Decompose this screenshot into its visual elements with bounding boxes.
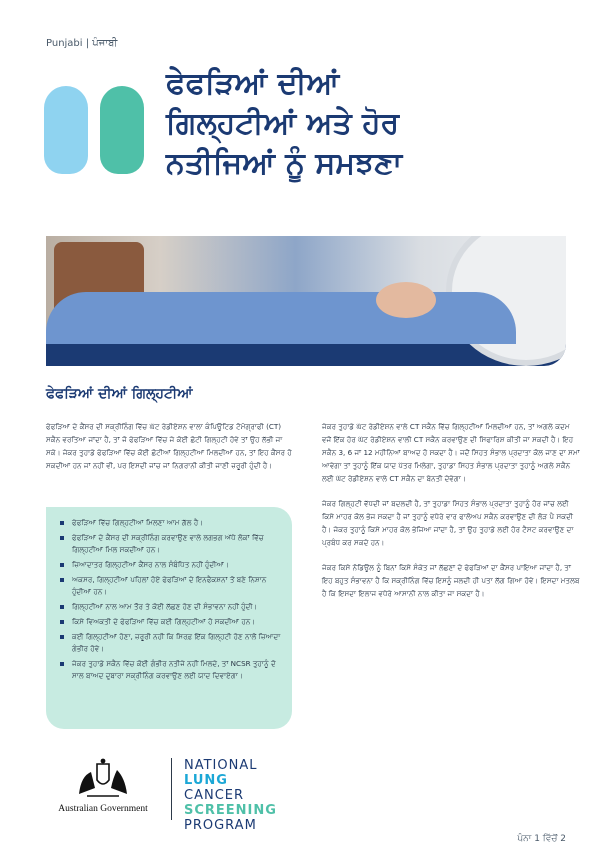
right-column [322,420,580,612]
key-facts-panel [46,507,292,729]
program-logo [184,758,277,833]
right-lung-icon [100,86,144,174]
paragraph-early-detection: ਜੇਕਰ ਕਿਸੇ ਨੋਡਿਊਲ ਨੂੰ ਬਿਨਾਂ ਕਿਸੇ ਸੰਕੇਤ ਜਾਂ ਲੱਛਣਾਂ ਦੇ ਫੇਫੜਿਆਂ ਦਾ ਕੈਂਸਰ ਪਾਇਆ ਜਾਂਦਾ ਹੈ, ਤਾਂ ਇਹ ਬਹੁਤ ਸੰਭਾਵਨਾ ਹੈ ਕਿ ਸਕ੍ਰੀਨਿੰਗ ਵਿੱਚ ਇਸਨੂੰ ਜਲਦੀ ਹੀ ਪਤਾ ਲੱਗ ਗਿਆ ਹੋਵੇ। ਇਸਦਾ ਮਤਲਬ ਹੈ ਕਿ ਇਸਦਾ ਇਲਾਜ ਵਧੇਰੇ ਆਸਾਨੀ ਨਾਲ ਕੀਤਾ ਜਾ ਸਕਦਾ ਹੈ। [322,563,580,598]
list-item: ਕਿਸੇ ਵਿਅਕਤੀ ਦੇ ਫੇਫੜਿਆਂ ਵਿੱਚ ਕਈ ਗਿਲ੍ਹਟੀਆਂ ਹੋ ਸਕਦੀਆਂ ਹਨ। [60,616,282,628]
list-item: ਜੇਕਰ ਤੁਹਾਡੇ ਸਕੈਨ ਵਿੱਚ ਕੋਈ ਗੰਭੀਰ ਨਤੀਜੇ ਨਹੀਂ ਮਿਲਦੇ, ਤਾਂ NCSR ਤੁਹਾਨੂੰ ਦੋ ਸਾਲ ਬਾਅਦ ਦੁਬਾਰਾ ਸਕ੍ਰੀਨਿੰਗ ਕਰਵਾਉਣ ਲਈ ਯਾਦ ਦਿਵਾਏਗਾ। [60,658,282,682]
program-line-screening: SCREENING [184,803,277,818]
section-title: ਫੇਫੜਿਆਂ ਦੀਆਂ ਗਿਲ੍ਹਟੀਆਂ [46,386,193,402]
list-item: ਕਈ ਗਿਲ੍ਹਟੀਆਂ ਹੋਣਾ, ਜ਼ਰੂਰੀ ਨਹੀਂ ਕਿ ਸਿਰਫ਼ ਇੱਕ ਗਿਲ੍ਹਟੀ ਹੋਣ ਨਾਲੋਂ ਜ਼ਿਆਦਾ ਗੰਭੀਰ ਹੋਵੇ। [60,631,282,655]
title-line-2: ਗਿਲ੍ਹਟੀਆਂ ਅਤੇ ਹੋਰ [166,106,400,141]
program-line-program: PROGRAM [184,818,257,833]
list-item: ਫੇਫੜਿਆਂ ਵਿੱਚ ਗਿਲ੍ਹਟੀਆਂ ਮਿਲਣਾ ਆਮ ਗੱਲ ਹੈ। [60,517,282,529]
ct-scan-photo [46,236,566,344]
title-line-3: ਨਤੀਜਿਆਂ ਨੂੰ ਸਮਝਣਾ [166,146,403,181]
list-item: ਅਕਸਰ, ਗਿਲ੍ਹਟੀਆਂ ਪਹਿਲਾਂ ਹੋਏ ਫੇਫੜਿਆਂ ਦੇ ਇਨਫੈਕਸ਼ਨਾਂ ਤੋਂ ਬਣੇ ਨਿਸ਼ਾਨ ਹੁੰਦੀਆਂ ਹਨ। [60,574,282,598]
lungs-logo-icon [44,86,144,174]
program-word-cancer: CANCER [184,788,245,803]
title-line-1: ਫੇਫੜਿਆਂ ਦੀਆਂ [166,66,340,101]
blanket-shape [46,292,516,344]
patient-face-shape [376,282,436,318]
page-number: ਪੰਨਾ 1 ਵਿੱਚੋਂ 2 [517,834,566,844]
program-line-national: NATIONAL [184,758,258,773]
paragraph-growth: ਜੇਕਰ ਗਿਲ੍ਹਟੀ ਵੱਧਦੀ ਜਾਂ ਬਦਲਦੀ ਹੈ, ਤਾਂ ਤੁਹਾਡਾ ਸਿਹਤ ਸੰਭਾਲ ਪ੍ਰਦਾਤਾ ਤੁਹਾਨੂੰ ਹੋਰ ਜਾਂਚ ਲਈ ਕਿਸੇ ਮਾਹਰ ਕੋਲ ਭੇਜ ਸਕਦਾ ਹੈ ਜਾਂ ਤੁਹਾਨੂੰ ਵਧੇਰੇ ਵਾਰ ਫਾਲੋਅਪ ਸਕੈਨ ਕਰਵਾਉਣ ਦੀ ਲੋੜ ਪੈ ਸਕਦੀ ਹੈ। ਜੇਕਰ ਤੁਹਾਨੂੰ ਕਿਸੇ ਮਾਹਰ ਕੋਲ ਭੇਜਿਆ ਜਾਂਦਾ ਹੈ, ਤਾਂ ਉਹ ਤੁਹਾਡੇ ਲਈ ਹੋਰ ਟੈਸਟ ਕਰਵਾਉਣ ਦਾ ਪ੍ਰਬੰਧ ਕਰ ਸਕਦੇ ਹਨ। [322,499,574,547]
language-tag: Punjabi | ਪੰਜਾਬੀ [46,38,118,49]
list-item: ਗਿਲ੍ਹਟੀਆਂ ਨਾਲ ਆਮ ਤੌਰ ਤੇ ਕੋਈ ਲੱਛਣ ਹੋਣ ਦੀ ਸੰਭਾਵਨਾ ਨਹੀਂ ਹੁੰਦੀ। [60,601,282,613]
page-title [166,64,586,184]
hero-image [46,236,566,366]
intro-paragraph: ਫੇਫੜਿਆਂ ਦੇ ਕੈਂਸਰ ਦੀ ਸਕ੍ਰੀਨਿੰਗ ਵਿੱਚ ਘੱਟ ਰੇਡੀਏਸ਼ਨ ਵਾਲਾ ਕੰਪਿਊਟਿਡ ਟੋਮੋਗ੍ਰਾਫੀ (CT) ਸਕੈਨ ਵਰਤਿਆ ਜਾਂਦਾ ਹੈ, ਤਾਂ ਜੋ ਫੇਫੜਿਆਂ ਵਿੱਚ ਜੇ ਕੋਈ ਛੋਟੀ ਗਿਲ੍ਹਟੀ ਹੋਵੇ ਤਾਂ ਉਹ ਲੱਭੀ ਜਾ ਸਕੇ। ਜੇਕਰ ਤੁਹਾਡੇ ਫੇਫੜਿਆਂ ਵਿੱਚ ਕੋਈ ਛੋਟੀਆਂ ਗਿਲ੍ਹਟੀਆਂ ਮਿਲਦੀਆਂ ਹਨ, ਤਾਂ ਇਹ ਕੈਂਸਰ ਹੋ ਸਕਦੀਆਂ ਹਨ ਜਾਂ ਨਹੀਂ ਵੀ, ਪਰ ਇਸਦੀ ਜਾਂਚ ਜਾਂ ਨਿਗਰਾਨੀ ਕੀਤੀ ਜਾਣੀ ਜ਼ਰੂਰੀ ਹੁੰਦੀ ਹੈ। [46,422,292,470]
left-column [46,420,296,484]
key-facts-list [60,517,282,682]
coat-of-arms-icon [73,758,133,798]
list-item: ਫੇਫੜਿਆਂ ਦੇ ਕੈਂਸਰ ਦੀ ਸਕ੍ਰੀਨਿੰਗ ਕਰਵਾਉਣ ਵਾਲੇ ਲਗਭਗ ਅੱਧੇ ਲੋਕਾਂ ਵਿੱਚ ਗਿਲ੍ਹਟੀਆਂ ਮਿਲ ਸਕਦੀਆਂ ਹਨ। [60,532,282,556]
list-item: ਜ਼ਿਆਦਾਤਰ ਗਿਲ੍ਹਟੀਆਂ ਕੈਂਸਰ ਨਾਲ ਸੰਬੰਧਿਤ ਨਹੀਂ ਹੁੰਦੀਆਂ। [60,559,282,571]
logo-divider [171,758,172,820]
program-word-lung: LUNG [184,773,228,788]
australian-government-logo [46,758,160,824]
gov-label: Australian Government [58,804,148,814]
paragraph-follow-up: ਜੇਕਰ ਤੁਹਾਡੇ ਘੱਟ ਰੇਡੀਏਸ਼ਨ ਵਾਲੇ CT ਸਕੈਨ ਵਿੱਚ ਗਿਲ੍ਹਟੀਆਂ ਮਿਲਦੀਆਂ ਹਨ, ਤਾਂ ਅਗਲੇ ਕਦਮ ਵਜੋਂ ਇੱਕ ਹੋਰ ਘੱਟ ਰੇਡੀਏਸ਼ਨ ਵਾਲੀ CT ਸਕੈਨ ਕਰਵਾਉਣ ਦੀ ਸਿਫਾਰਿਸ਼ ਕੀਤੀ ਜਾ ਸਕਦੀ ਹੈ। ਇਹ ਸਕੈਨ 3, 6 ਜਾਂ 12 ਮਹੀਨਿਆਂ ਬਾਅਦ ਹੋ ਸਕਦਾ ਹੈ। ਜਦੋਂ ਸਿਹਤ ਸੰਭਾਲ ਪ੍ਰਦਾਤਾ ਕੋਲ ਜਾਣ ਦਾ ਸਮਾਂ ਆਵੇਗਾ ਤਾਂ ਤੁਹਾਨੂੰ ਇੱਕ ਯਾਦ ਪੱਤਰ ਮਿਲੇਗਾ, ਤੁਹਾਡਾ ਸਿਹਤ ਸੰਭਾਲ ਪ੍ਰਦਾਤਾ ਤੁਹਾਨੂੰ ਅਗਲੇ ਸਕੈਨ ਲਈ ਘੱਟ ਰੇਡੀਏਸ਼ਨ ਵਾਲੇ CT ਸਕੈਨ ਦਾ ਬੇਨਤੀ ਦੇਵੇਗਾ। [322,422,580,483]
left-lung-icon [44,86,88,174]
program-line-lung-cancer [184,773,277,803]
